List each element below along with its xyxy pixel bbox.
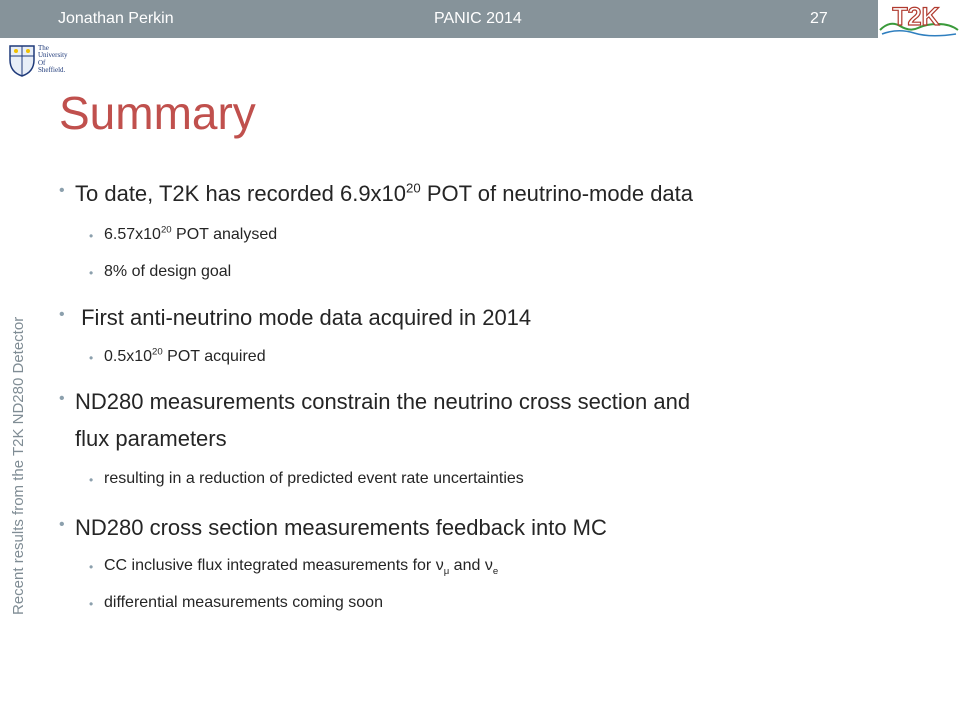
bullet-dot-icon: • [89,560,94,574]
bullet-level2-design-goal: 8% of design goal [104,263,232,280]
bullet-dot-icon: • [59,516,65,533]
bullet-level1-antineutrino: First anti-neutrino mode data acquired in 2014 [75,305,532,330]
bullet-dot-icon: • [89,597,94,611]
bullet-level2-uncertainties: resulting in a reduction of predicted event rate uncertainties [104,470,524,487]
bullet-dot-icon: • [89,266,94,280]
university-crest-icon [7,44,37,78]
t2k-logo-text: T2K [892,3,940,31]
bullet-dot-icon: • [59,390,65,407]
university-logo-text: The University Of Sheffield. [38,44,68,75]
bullet-dot-icon: • [89,351,94,365]
page-number: 27 [810,10,828,27]
bullet-level1-pot-recorded: To date, T2K has recorded $6.9x10^{20}$ POT of neutrino-mode data [75,180,694,206]
sidebar-footer-text: Recent results from the T2K ND280 Detector [10,316,27,615]
bullet-level1-nd280-constrain-line2: flux parameters [75,426,227,451]
bullet-level1-cross-section-feedback: ND280 cross section measurements feedback into MC [75,515,607,540]
t2k-logo [878,0,960,40]
bullet-dot-icon: • [59,306,65,323]
slide-title: Summary [59,87,256,139]
header-conference: PANIC 2014 [434,10,522,27]
bullet-level2-pot-acquired: $0.5x10^{20}$ POT acquired [104,346,266,365]
bullet-level2-cc-inclusive: CC inclusive flux integrated measurements for $\nu_\mu$ and $\nu_e$ [104,557,499,578]
bullet-level1-nd280-constrain-line1: ND280 measurements constrain the neutrino cross section and [75,389,691,414]
bullet-dot-icon: • [59,182,65,199]
bullet-dot-icon: • [89,473,94,487]
header-author: Jonathan Perkin [58,10,174,27]
bullet-level2-differential: differential measurements coming soon [104,594,383,611]
bullet-dot-icon: • [89,229,94,243]
bullet-level2-pot-analysed: $6.57x10^{20}$ POT analysed [104,224,278,243]
